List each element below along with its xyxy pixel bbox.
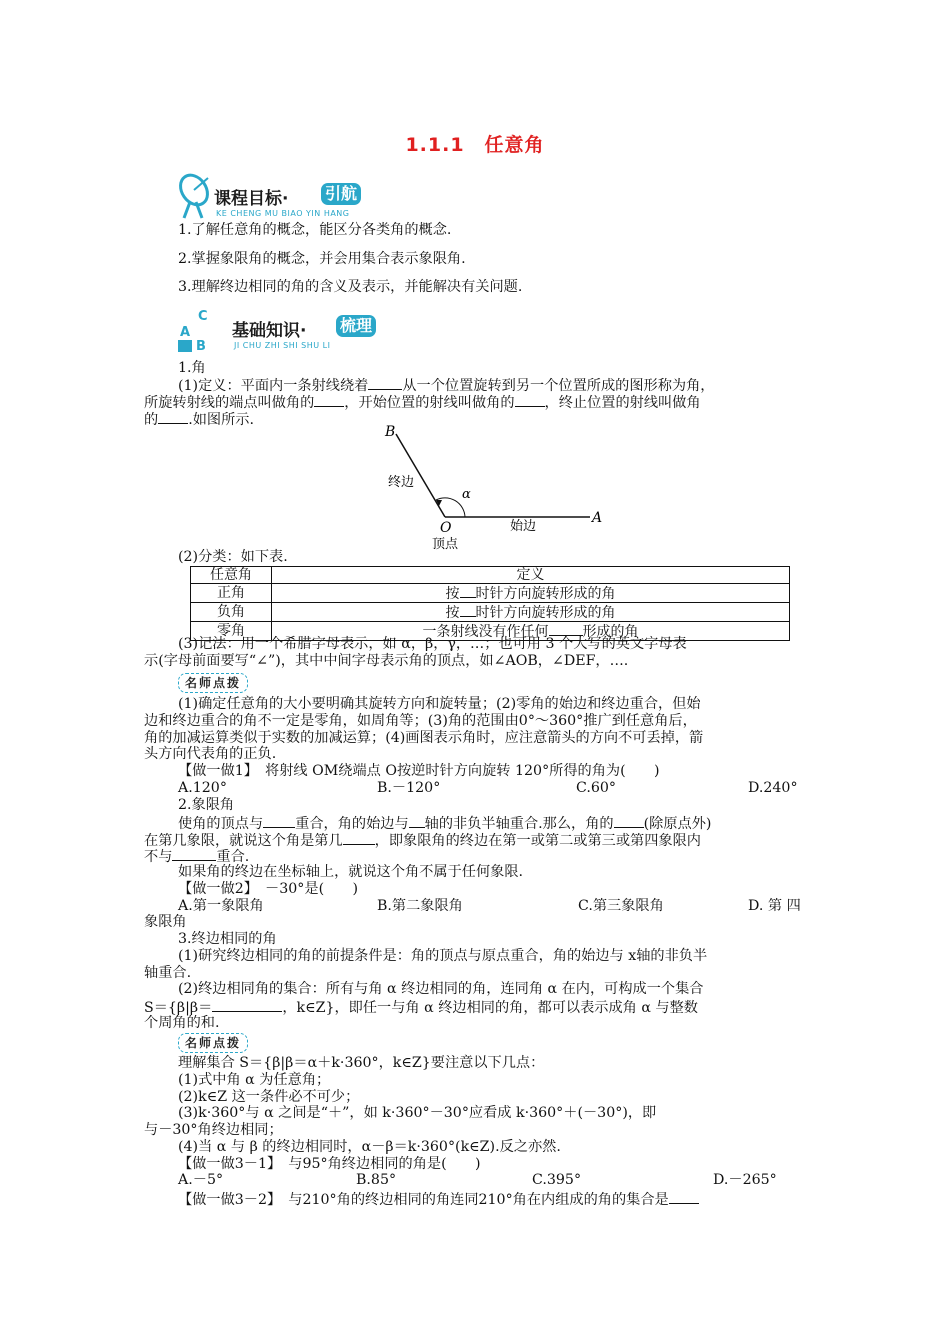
table-row (191, 567, 790, 584)
exercise-3-1-option-a: A.－5° (178, 1172, 224, 1188)
tip-text-2: 边和终边重合的角不一定是零角，如周角等；(3)角的范围由0°～360°推广到任意角后， (144, 713, 697, 729)
svg-text:C: C (198, 309, 208, 324)
exercise-2-option-a: A.第一象限角 (178, 898, 264, 914)
banner-title: 课程目标· (214, 189, 289, 209)
blank (158, 410, 188, 424)
definition-line-2: 所旋转射线的端点叫做角的 ，开始位置的射线叫做角的 ，终止位置的射线叫做角 (144, 395, 701, 411)
coterminal-line-3: (2)终边相同角的集合：所有与角 α 终边相同的角，连同角 α 在内，可构成一个集合 (178, 981, 704, 997)
blank (669, 1190, 699, 1204)
tip-text-3: 角的加减运算类似于实数的加减运算；(4)画图表示角时，应注意箭头的方向不可丢掉，箭 (144, 730, 704, 746)
definition-line-1: (1)定义：平面内一条射线绕着 从一个位置旋转到另一个位置所成的图形称为角， (178, 378, 715, 394)
quadrant-line-4: 如果角的终边在坐标轴上，就说这个角不属于任何象限. (178, 864, 524, 880)
blank (409, 814, 425, 828)
table-cell: 零角 (191, 622, 272, 641)
abc-blocks-icon (176, 306, 220, 356)
quadrant-line-1: 使角的顶点与 重合，角的始边与 轴的非负半轴重合.那么，角的 (除原点外) (178, 816, 712, 832)
label-O: O (440, 520, 452, 536)
svg-text:B: B (196, 339, 206, 354)
tip2-text-3: (2)k∈Z 这一条件必不可少； (178, 1089, 360, 1105)
coterminal-line-5: 个周角的和. (144, 1015, 220, 1031)
svg-text:A: A (180, 325, 191, 340)
section-1-heading: 1.角 (178, 360, 206, 376)
blank (263, 814, 295, 828)
exercise-2-option-c: C.第三象限角 (578, 898, 664, 914)
exercise-1-option-b: B.－120° (377, 780, 441, 796)
coterminal-line-2: 轴重合. (144, 965, 192, 981)
tip2-text-2: (1)式中角 α 为任意角； (178, 1072, 331, 1088)
table-cell: 按 时针方向旋转形成的角 (272, 603, 790, 622)
goal-2: 2.掌握象限角的概念，并会用集合表示象限角. (178, 251, 466, 267)
goal-3: 3.理解终边相同的角的含义及表示，并能解决有关问题. (178, 279, 523, 295)
table-cell: 按 时针方向旋转形成的角 (272, 584, 790, 603)
teacher-tip-badge: 名师点拨 (178, 673, 248, 693)
angle-classification-table (190, 566, 790, 641)
exercise-2-option-d-cont: 象限角 (144, 914, 187, 930)
notation-line-2: 示(字母前面要写“∠”)，其中中间字母表示角的顶点，如∠AOB，∠DEF，…. (144, 653, 629, 669)
banner-pill: 引航 (321, 183, 361, 205)
label-vertex: 顶点 (432, 537, 459, 550)
label-alpha: α (462, 487, 471, 502)
label-initial-side: 始边 (510, 519, 537, 534)
banner-pinyin: JI CHU ZHI SHI SHU LI (234, 341, 331, 350)
exercise-1-option-c: C.60° (576, 780, 617, 796)
quadrant-line-2: 在第几象限，就说这个角是第几 ，即象限角的终边在第一或第二或第三或第四象限内 (144, 833, 701, 849)
exercise-3-1-option-c: C.395° (532, 1172, 582, 1188)
tip2-text-1: 理解集合 S＝{β|β＝α＋k·360°，k∈Z}要注意以下几点： (178, 1055, 545, 1071)
course-goals-banner (176, 172, 386, 222)
blank (549, 622, 583, 636)
exercise-3-1-option-b: B.85° (356, 1172, 397, 1188)
definition-line-3: 的 .如图所示. (144, 412, 254, 428)
table-header-cell: 定义 (272, 567, 790, 584)
coterminal-line-1: (1)研究终边相同的角的前提条件是：角的顶点与原点重合，角的始边与 x轴的非负半 (178, 948, 708, 964)
exercise-2-stem: 【做一做2】 －30°是( ) (178, 881, 359, 897)
blank (614, 814, 644, 828)
angle-figure (370, 420, 630, 550)
basic-knowledge-banner (176, 306, 406, 358)
label-B: B (385, 424, 396, 440)
banner-title: 基础知识· (232, 321, 307, 341)
tip2-text-4: (3)k·360°与 α 之间是“＋”，如 k·360°－30°应看成 k·360°＋(－30°)，即 (178, 1105, 657, 1121)
coterminal-line-4: S＝{β|β＝ ，k∈Z}，即任一与角 α 终边相同的角，都可以表示成角 α 与整数 (144, 1000, 698, 1016)
table-cell: 负角 (191, 603, 272, 622)
section-2-heading: 2.象限角 (178, 797, 235, 813)
banner-pill: 梳理 (336, 315, 376, 337)
blank (460, 603, 476, 617)
blank (314, 393, 344, 407)
exercise-3-1-stem: 【做一做3－1】 与95°角终边相同的角是( ) (178, 1156, 481, 1172)
blank (172, 847, 216, 861)
blank (460, 584, 476, 598)
exercise-1-option-a: A.120° (178, 780, 227, 796)
blank (515, 393, 545, 407)
tip-text-1: (1)确定任意角的大小要明确其旋转方向和旋转量；(2)零角的始边和终边重合，但始 (178, 696, 701, 712)
tip2-text-5: 与－30°角终边相同； (144, 1122, 283, 1138)
exercise-1-stem: 【做一做1】 将射线 OM绕端点 O按逆时针方向旋转 120°所得的角为( ) (178, 763, 660, 779)
goal-1: 1.了解任意角的概念，能区分各类角的概念. (178, 222, 452, 238)
table-row (191, 584, 790, 603)
page-title: 1.1.1 任意角 (405, 134, 545, 156)
exercise-3-2-stem: 【做一做3－2】 与210°角的终边相同的角连同210°角在内组成的角的集合是 (178, 1190, 699, 1210)
exercise-2-option-d: D. 第 四 (748, 898, 801, 914)
exercise-2-option-b: B.第二象限角 (377, 898, 463, 914)
table-row (191, 603, 790, 622)
table-cell: 一条射线没有作任何 形成的角 (272, 622, 790, 641)
quadrant-line-3: 不与 重合. (144, 849, 250, 865)
classification-line: (2)分类：如下表. (178, 549, 288, 565)
table-header-cell: 任意角 (191, 567, 272, 584)
blank (343, 831, 375, 845)
label-terminal-side: 终边 (388, 475, 415, 490)
exercise-1-option-d: D.240° (748, 780, 798, 796)
satellite-dish-icon (176, 172, 216, 220)
blank (212, 998, 282, 1012)
tip-text-4: 头方向代表角的正负. (144, 746, 277, 762)
teacher-tip-badge: 名师点拨 (178, 1033, 248, 1053)
blank (368, 376, 402, 390)
section-3-heading: 3.终边相同的角 (178, 931, 277, 947)
label-A: A (592, 510, 603, 526)
tip2-text-6: (4)当 α 与 β 的终边相同时，α－β＝k·360°(k∈Z).反之亦然. (178, 1139, 561, 1155)
exercise-3-1-option-d: D.－265° (713, 1172, 777, 1188)
notation-line-1: (3)记法：用一个希腊字母表示，如 α，β，γ，…；也可用 3 个大写的英文字母表 (178, 636, 687, 652)
banner-pinyin: KE CHENG MU BIAO YIN HANG (216, 209, 350, 218)
table-cell: 正角 (191, 584, 272, 603)
